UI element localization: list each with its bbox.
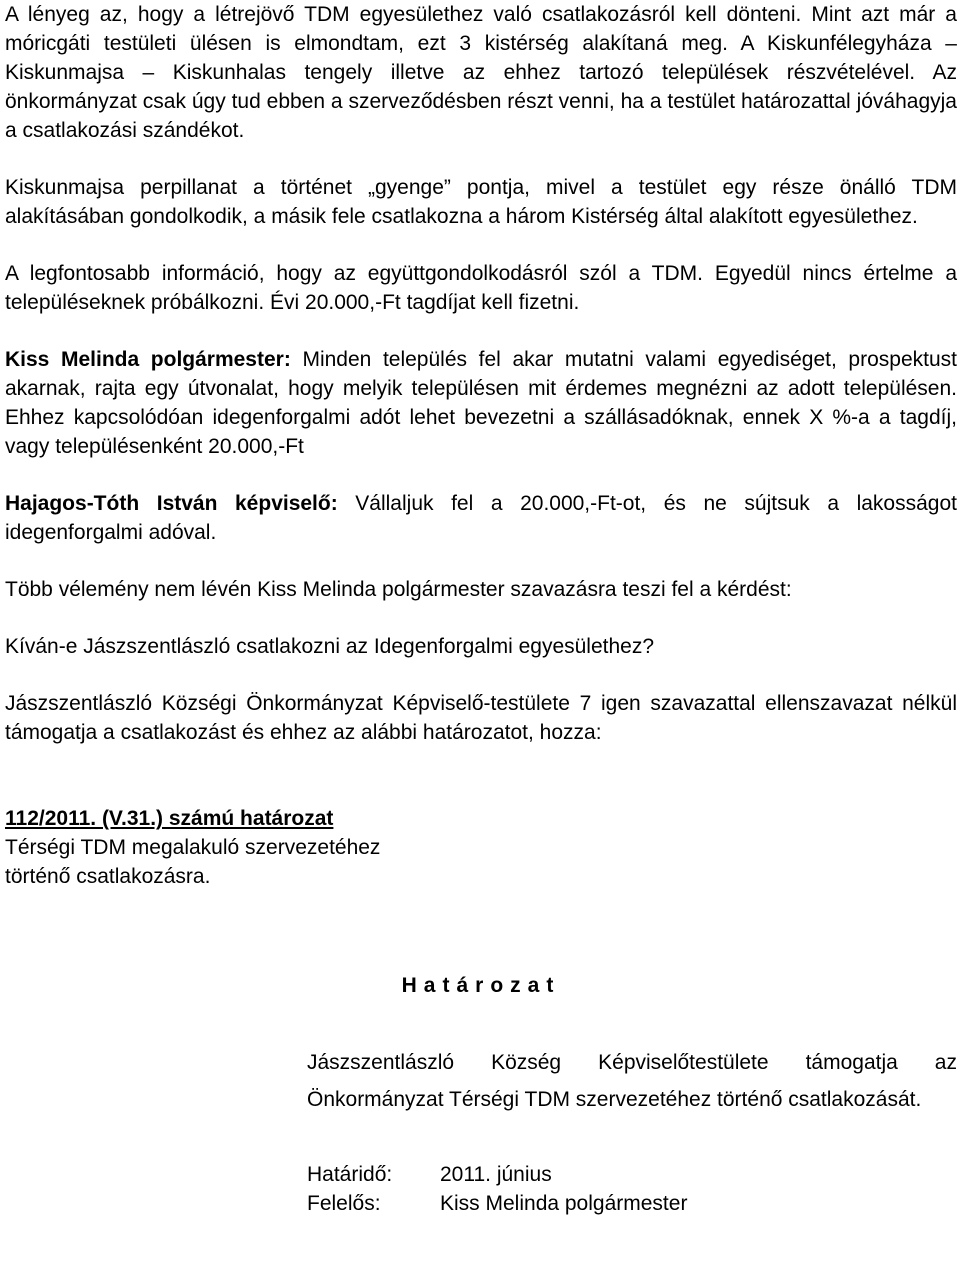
paragraph-mayor-statement xyxy=(5,345,957,461)
responsible-value: Kiss Melinda polgármester xyxy=(440,1192,688,1215)
resolution-decision-text: Jászszentlászló Község Képviselőtestülete támogatja az Önkormányzat Térségi TDM szervezetéhez történő csatlakozását. xyxy=(307,1051,957,1111)
paragraph-representative-statement xyxy=(5,489,957,547)
paragraph-intro: A lényeg az, hogy a létrejövő TDM egyesülethez való csatlakozásról kell dönteni. Mint azt már a móricgáti testületi ülésen is elmondtam, ezt 3 kistérség alakítaná meg. A Kiskunfélegyháza – Kiskunmajsa – Kiskunhalas tengely illetve az ehhez tartozó települések részvételével. Az önkormányzat csak úgy tud ebben a szerveződésben részt venni, ha a testület határozattal jóváhagyja a csatlakozási szándékot. xyxy=(5,3,957,142)
paragraph-vote-call: Több vélemény nem lévén Kiss Melinda polgármester szavazásra teszi fel a kérdést: xyxy=(5,578,792,601)
resolution-number: 112/2011. (V.31.) számú határozat xyxy=(5,807,334,830)
resolution-subject-line-1: Térségi TDM megalakuló szervezetéhez xyxy=(5,836,381,859)
resolution-subject-line-2: történő csatlakozásra. xyxy=(5,865,211,888)
speaker-mayor: Kiss Melinda polgármester: xyxy=(5,348,291,371)
deadline-row xyxy=(307,1160,957,1189)
paragraph-kiskunmajsa: Kiskunmajsa perpillanat a történet „gyenge” pontja, mivel a testület egy része önálló TDM alakításában gondolkodik, a másik fele csatlakozna a három Kistérség által alakított egyesülethez. xyxy=(5,176,957,228)
responsible-label: Felelős: xyxy=(307,1192,381,1215)
representative-statement-text: Vállaljuk fel a 20.000,-Ft-ot, és ne sújtsuk a lakosságot idegenforgalmi adóval. xyxy=(5,492,957,544)
resolution-meta xyxy=(307,1160,957,1218)
paragraph-vote-result: Jászszentlászló Községi Önkormányzat Képviselő-testülete 7 igen szavazattal ellenszavazat nélkül támogatja a csatlakozást és ehhez az alábbi határozatot, hozza: xyxy=(5,692,957,744)
resolution-heading: Határozat xyxy=(401,974,561,997)
speaker-representative: Hajagos-Tóth István képviselő: xyxy=(5,492,338,515)
resolution-header xyxy=(5,804,957,891)
deadline-label: Határidő: xyxy=(307,1163,393,1186)
paragraph-tdm-info: A legfontosabb információ, hogy az együttgondolkodásról szól a TDM. Egyedül nincs értelme a településeknek próbálkozni. Évi 20.000,-Ft tagdíjat kell fizetni. xyxy=(5,262,957,314)
mayor-statement-text: Minden település fel akar mutatni valami egyediséget, prospektust akarnak, rajta egy útvonalat, hogy melyik településen mit érdemes megnézni az adott településen. Ehhez kapcsolódóan idegenforgalmi adót lehet bevezetni a szállásadóknak, ennek X %-a a tagdíj, vagy településenként 20.000,-Ft xyxy=(5,348,957,458)
responsible-row xyxy=(307,1189,957,1218)
paragraph-question: Kíván-e Jászszentlászló csatlakozni az Idegenforgalmi egyesülethez? xyxy=(5,635,655,658)
deadline-value: 2011. június xyxy=(440,1163,552,1186)
